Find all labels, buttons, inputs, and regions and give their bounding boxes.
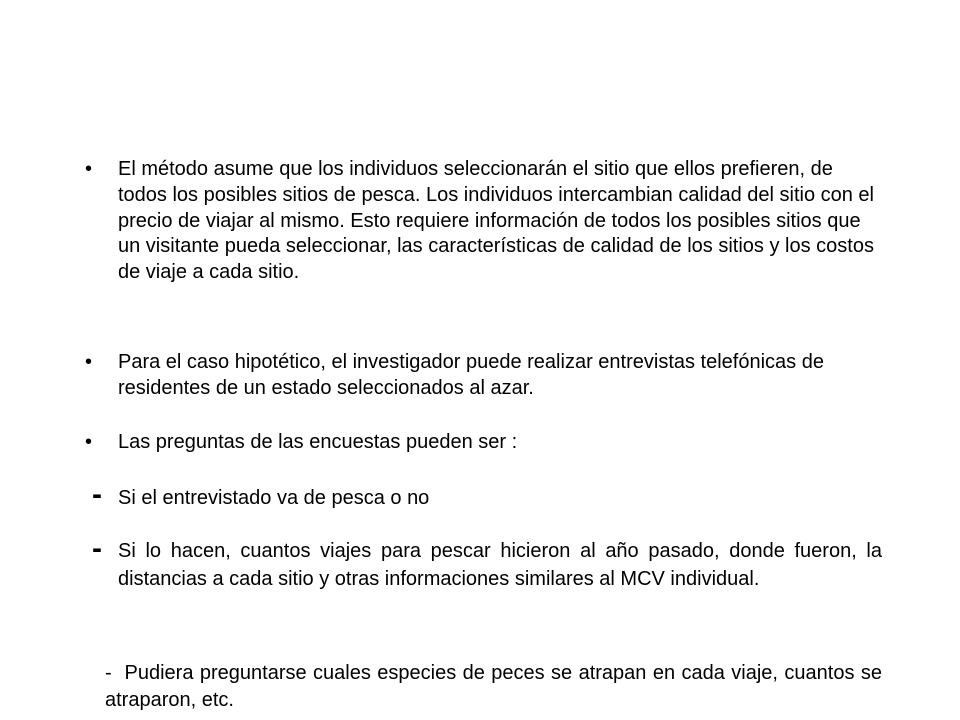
sub-item-trips	[118, 538, 882, 628]
bullet-item-method	[85, 157, 885, 317]
dash-icon: -	[105, 662, 112, 684]
bullet-text: El método asume que los individuos seleccionarán el sitio que ellos prefieren, de todos los posibles sitios de pesca. Los individuos intercambian calidad del sitio con el precio de viajar al mismo. Esto requiere información de todos los posibles sitios que un visitante pueda seleccionar, las características de calidad de los sitios y los costos de viaje a cada sitio.	[118, 158, 874, 284]
bullet-icon: •	[85, 351, 93, 373]
sub-item-text: Pudiera preguntarse cuales especies de peces se atrapan en cada viaje, cuantos se atraparon, etc.	[105, 662, 882, 711]
bullet-item-survey-questions	[85, 430, 885, 458]
dash-icon: -	[92, 532, 102, 565]
bullet-icon: •	[85, 158, 93, 180]
bullet-text: Las preguntas de las encuestas pueden ser :	[118, 431, 518, 453]
bullet-text: Para el caso hipotético, el investigador puede realizar entrevistas telefónicas de residentes de un estado seleccionados al azar.	[118, 351, 824, 399]
sub-item-text: Si el entrevistado va de pesca o no	[118, 487, 430, 509]
bullet-item-hypothetical-case	[85, 350, 885, 405]
sub-item-species	[105, 660, 882, 716]
sub-item-goes-fishing	[92, 478, 882, 515]
sub-item-text: Si lo hacen, cuantos viajes para pescar hicieron al año pasado, donde fueron, la distancias a cada sitio y otras informaciones similares al MCV individual.	[118, 540, 882, 590]
dash-icon: -	[92, 478, 102, 511]
bullet-icon: •	[85, 431, 93, 453]
